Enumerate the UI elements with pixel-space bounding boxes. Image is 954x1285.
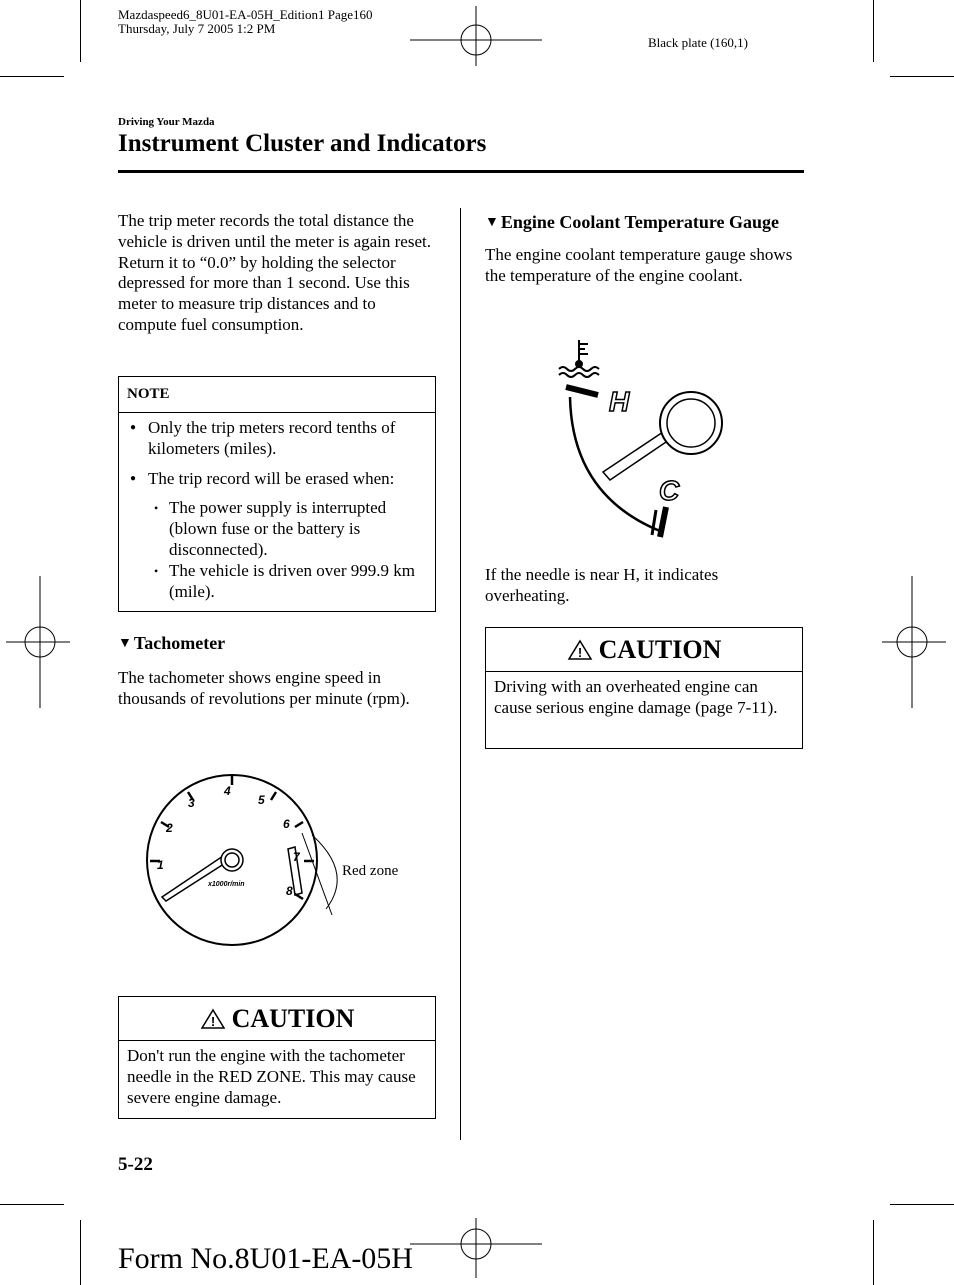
column-divider (460, 208, 461, 1140)
file-info (118, 8, 373, 36)
dial-number: 8 (286, 884, 293, 898)
crop-mark (80, 1220, 81, 1285)
registration-mark-left (6, 576, 70, 708)
svg-text:!: ! (577, 644, 582, 660)
dial-number: 3 (188, 796, 195, 810)
trip-meter-paragraph: The trip meter records the total distance the vehicle is driven until the meter is again reset. Return it to “0.0” by holding the selector depressed for more than 1 second. Use this meter to measure trip distances and to compute fuel consumption. (118, 211, 431, 334)
hot-label: H (609, 386, 630, 417)
caution-heading (119, 997, 435, 1041)
caution-heading-text: CAUTION (231, 1003, 355, 1033)
dial-number: 5 (258, 793, 265, 807)
crop-mark (0, 1204, 64, 1205)
caution-heading (486, 628, 802, 672)
dial-number: 7 (293, 850, 300, 864)
section-title: Driving Your Mazda (118, 116, 215, 128)
coolant-needle (603, 430, 672, 480)
tachometer-heading (118, 633, 225, 654)
note-sub-bullet: • The vehicle is driven over 999.9 km (mile). (127, 561, 427, 603)
crop-mark (890, 1204, 954, 1205)
caution-text: Driving with an overheated engine can cause serious engine damage (page 7-11). (494, 677, 778, 717)
caution-box-coolant (485, 627, 803, 749)
caution-text: Don't run the engine with the tachometer needle in the RED ZONE. This may cause severe engine damage. (127, 1046, 416, 1107)
note-body (119, 413, 435, 608)
form-number: Form No.8U01-EA-05H (118, 1242, 413, 1275)
coolant-temperature-icon (559, 340, 599, 377)
plate-label: Black plate (160,1) (648, 35, 748, 50)
tachometer-heading-text: Tachometer (133, 633, 226, 653)
page-title: Instrument Cluster and Indicators (118, 130, 487, 157)
coolant-heading (485, 212, 779, 233)
file-info-line2: Thursday, July 7 2005 1:2 PM (118, 21, 276, 36)
crop-mark (890, 76, 954, 77)
warning-icon (567, 639, 593, 661)
warning-icon (200, 1008, 226, 1030)
tachometer-paragraph: The tachometer shows engine speed in thousands of revolutions per minute (rpm). (118, 668, 410, 708)
note-bullet: ● Only the trip meters record tenths of kilometers (miles). (127, 418, 427, 460)
overheating-paragraph: If the needle is near H, it indicates overheating. (485, 565, 719, 605)
file-info-line1: Mazdaspeed6_8U01-EA-05H_Edition1 Page160 (118, 7, 373, 22)
note-bullet: ● The trip record will be erased when: (127, 469, 427, 490)
coolant-gauge-illustration (552, 335, 732, 545)
coolant-heading-text: Engine Coolant Temperature Gauge (500, 212, 780, 232)
crop-mark (0, 76, 64, 77)
registration-mark-right (882, 576, 946, 708)
red-zone-label: Red zone (342, 863, 399, 879)
note-heading: NOTE (119, 377, 435, 413)
dial-number: 1 (157, 858, 164, 872)
triangle-icon: ▼ (485, 214, 499, 230)
note-sub-bullet: • The power supply is interrupted (blown fuse or the battery is disconnected). (127, 498, 427, 560)
registration-mark-bottom (410, 1218, 542, 1278)
dial-number: 6 (283, 817, 290, 831)
crop-mark (873, 0, 874, 62)
tachometer-illustration (140, 765, 440, 955)
dial-number: 2 (166, 821, 173, 835)
page-number: 5-22 (118, 1154, 153, 1175)
unit-label: x1000r/min (208, 881, 245, 888)
title-rule (118, 170, 804, 173)
note-box (118, 376, 436, 612)
dial-number: 4 (224, 784, 231, 798)
cold-label: C (659, 475, 680, 506)
caution-box-tachometer (118, 996, 436, 1119)
coolant-paragraph: The engine coolant temperature gauge shows the temperature of the engine coolant. (485, 245, 793, 285)
triangle-icon: ▼ (118, 635, 132, 651)
svg-text:!: ! (210, 1013, 215, 1029)
registration-mark-top (410, 6, 542, 66)
crop-mark (873, 1220, 874, 1285)
tachometer-needle (162, 854, 230, 901)
caution-heading-text: CAUTION (598, 634, 722, 664)
crop-mark (80, 0, 81, 62)
